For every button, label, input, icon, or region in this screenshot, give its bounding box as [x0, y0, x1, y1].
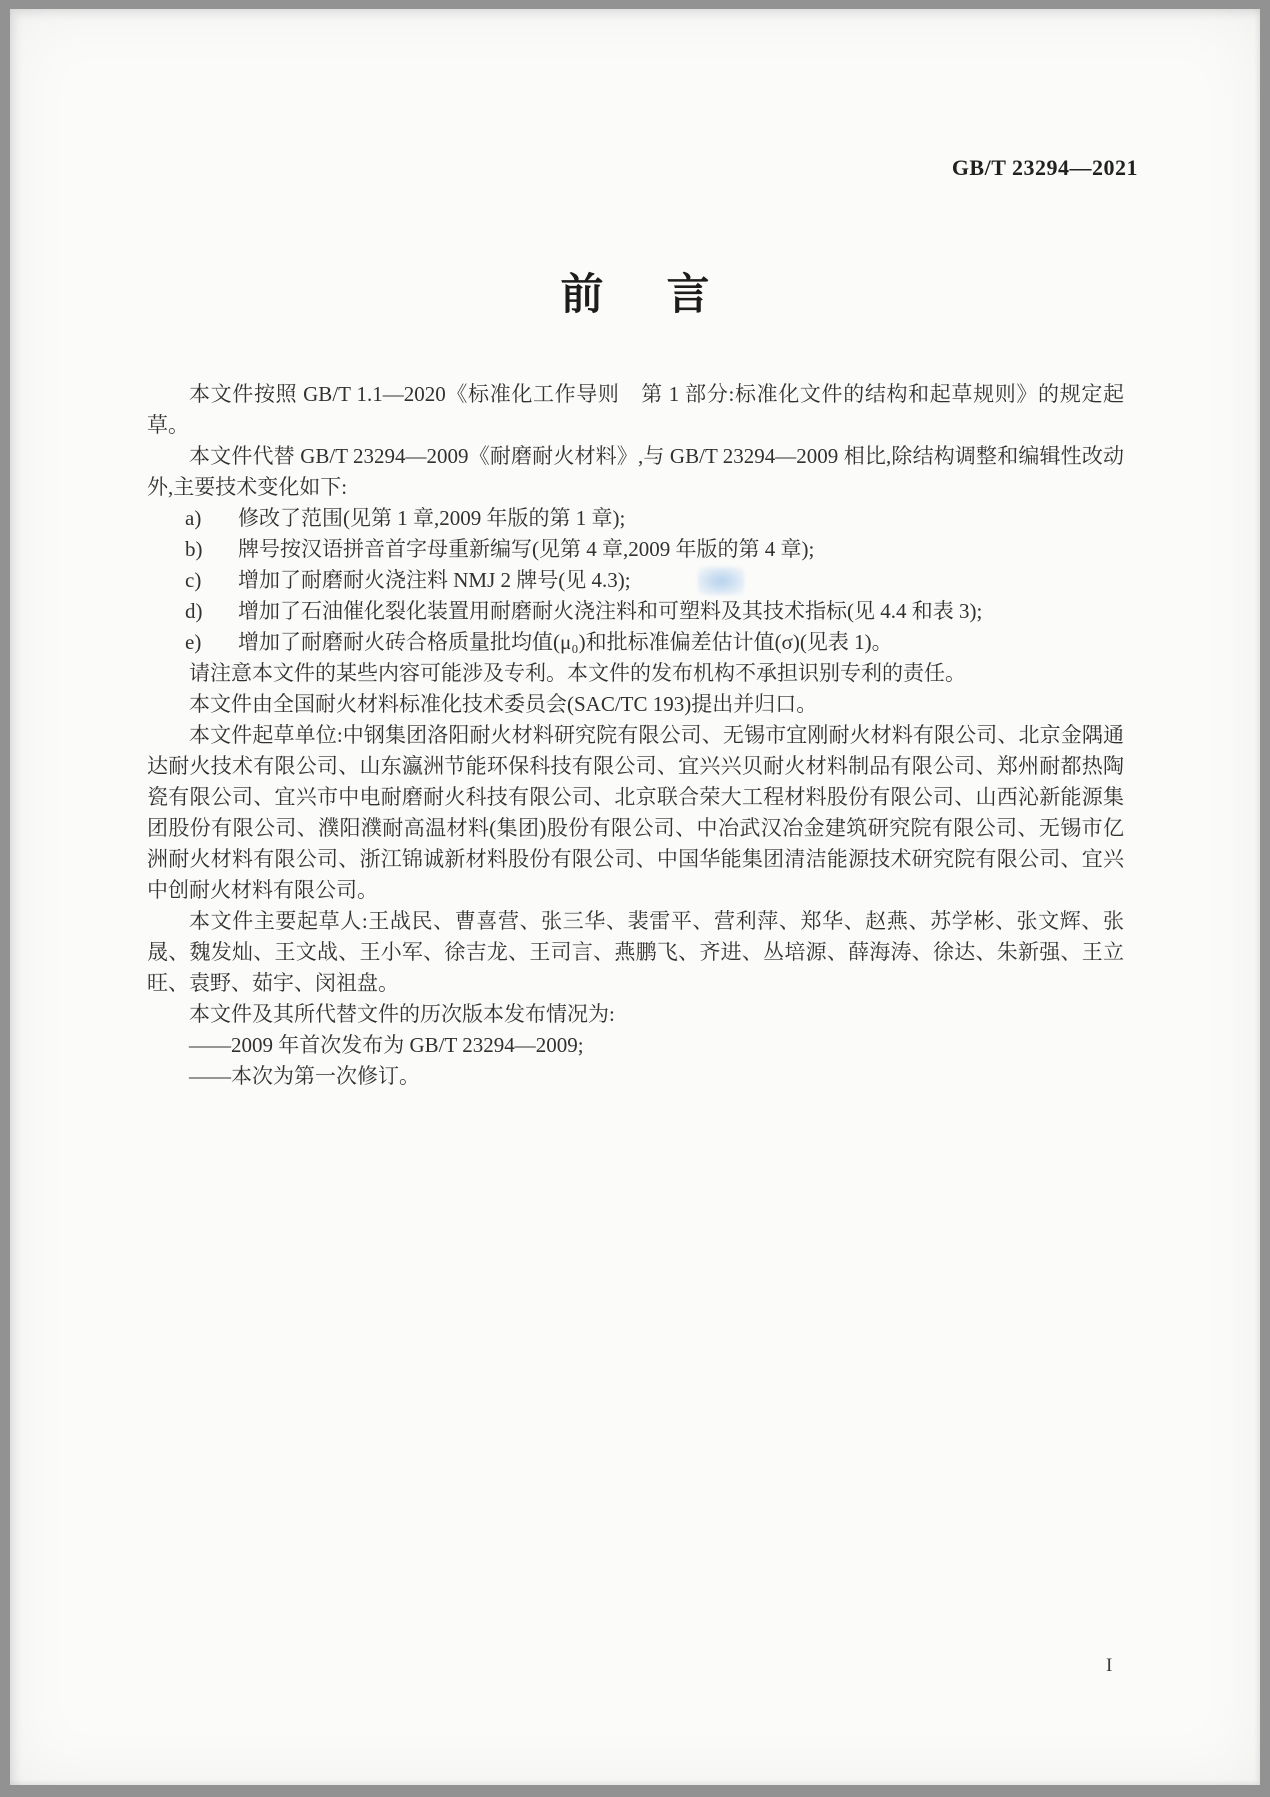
- change-item-text: 修改了范围(见第 1 章,2009 年版的第 1 章);: [238, 506, 626, 530]
- change-item: [147, 596, 1124, 627]
- change-item-marker: d): [185, 599, 203, 623]
- change-item: [147, 534, 1124, 565]
- change-item-text: 增加了耐磨耐火浇注料 NMJ 2 牌号(见 4.3);: [238, 568, 631, 592]
- foreword-body: [147, 379, 1124, 1092]
- history-item-revision: ——本次为第一次修订。: [189, 1064, 420, 1088]
- change-item-marker: c): [185, 568, 202, 592]
- change-item-text: 增加了石油催化裂化装置用耐磨耐火浇注料和可塑料及其技术指标(见 4.4 和表 3);: [238, 599, 983, 623]
- document-page: [10, 9, 1260, 1785]
- change-item-marker: b): [185, 537, 203, 561]
- standard-number: GB/T 23294—2021: [951, 155, 1138, 180]
- change-item: [147, 565, 1124, 596]
- paragraph-drafting-basis: 本文件按照 GB/T 1.1—2020《标准化工作导则 第 1 部分:标准化文件的结构和起草规则》的规定起草。: [147, 382, 1124, 437]
- change-item: [147, 627, 1124, 658]
- change-item-text: 牌号按汉语拼音首字母重新编写(见第 4 章,2009 年版的第 4 章);: [238, 537, 815, 561]
- paragraph-patent-note: 请注意本文件的某些内容可能涉及专利。本文件的发布机构不承担识别专利的责任。: [189, 661, 966, 685]
- change-item-marker: a): [185, 506, 202, 530]
- paragraph-drafting-units: 本文件起草单位:中钢集团洛阳耐火材料研究院有限公司、无锡市宜刚耐火材料有限公司、北京金隅通达耐火技术有限公司、山东瀛洲节能环保科技有限公司、宜兴兴贝耐火材料制品有限公司、郑州耐都热陶瓷有限公司、宜兴市中电耐磨耐火科技有限公司、北京联合荣大工程材料股份有限公司、山西沁新能源集团股份有限公司、濮阳濮耐高温材料(集团)股份有限公司、中冶武汉冶金建筑研究院有限公司、无锡市亿洲耐火材料有限公司、浙江锦诚新材料股份有限公司、中国华能集团清洁能源技术研究院有限公司、宜兴中创耐火材料有限公司。: [147, 723, 1124, 902]
- paragraph-replacement: 本文件代替 GB/T 23294—2009《耐磨耐火材料》,与 GB/T 23294—2009 相比,除结构调整和编辑性改动外,主要技术变化如下:: [147, 444, 1124, 499]
- change-item: [147, 503, 1124, 534]
- paragraph-history-intro: 本文件及其所代替文件的历次版本发布情况为:: [189, 1002, 615, 1026]
- change-item-marker: e): [185, 630, 202, 654]
- change-item-text: 增加了耐磨耐火砖合格质量批均值(μ₀)和批标准偏差估计值(σ)(见表 1)。: [238, 630, 893, 654]
- history-item-first-publication: ——2009 年首次发布为 GB/T 23294—2009;: [189, 1033, 584, 1057]
- page-title: 前 言: [560, 272, 720, 319]
- paragraph-committee: 本文件由全国耐火材料标准化技术委员会(SAC/TC 193)提出并归口。: [189, 692, 818, 716]
- page-number: I: [1106, 1655, 1113, 1676]
- paragraph-drafters: 本文件主要起草人:王战民、曹喜营、张三华、裴雷平、营利萍、郑华、赵燕、苏学彬、张文辉、张晟、魏发灿、王文战、王小军、徐吉龙、王司言、燕鹏飞、齐进、丛培源、薛海涛、徐达、朱新强、王立旺、袁野、茹宇、闵祖盘。: [147, 909, 1124, 995]
